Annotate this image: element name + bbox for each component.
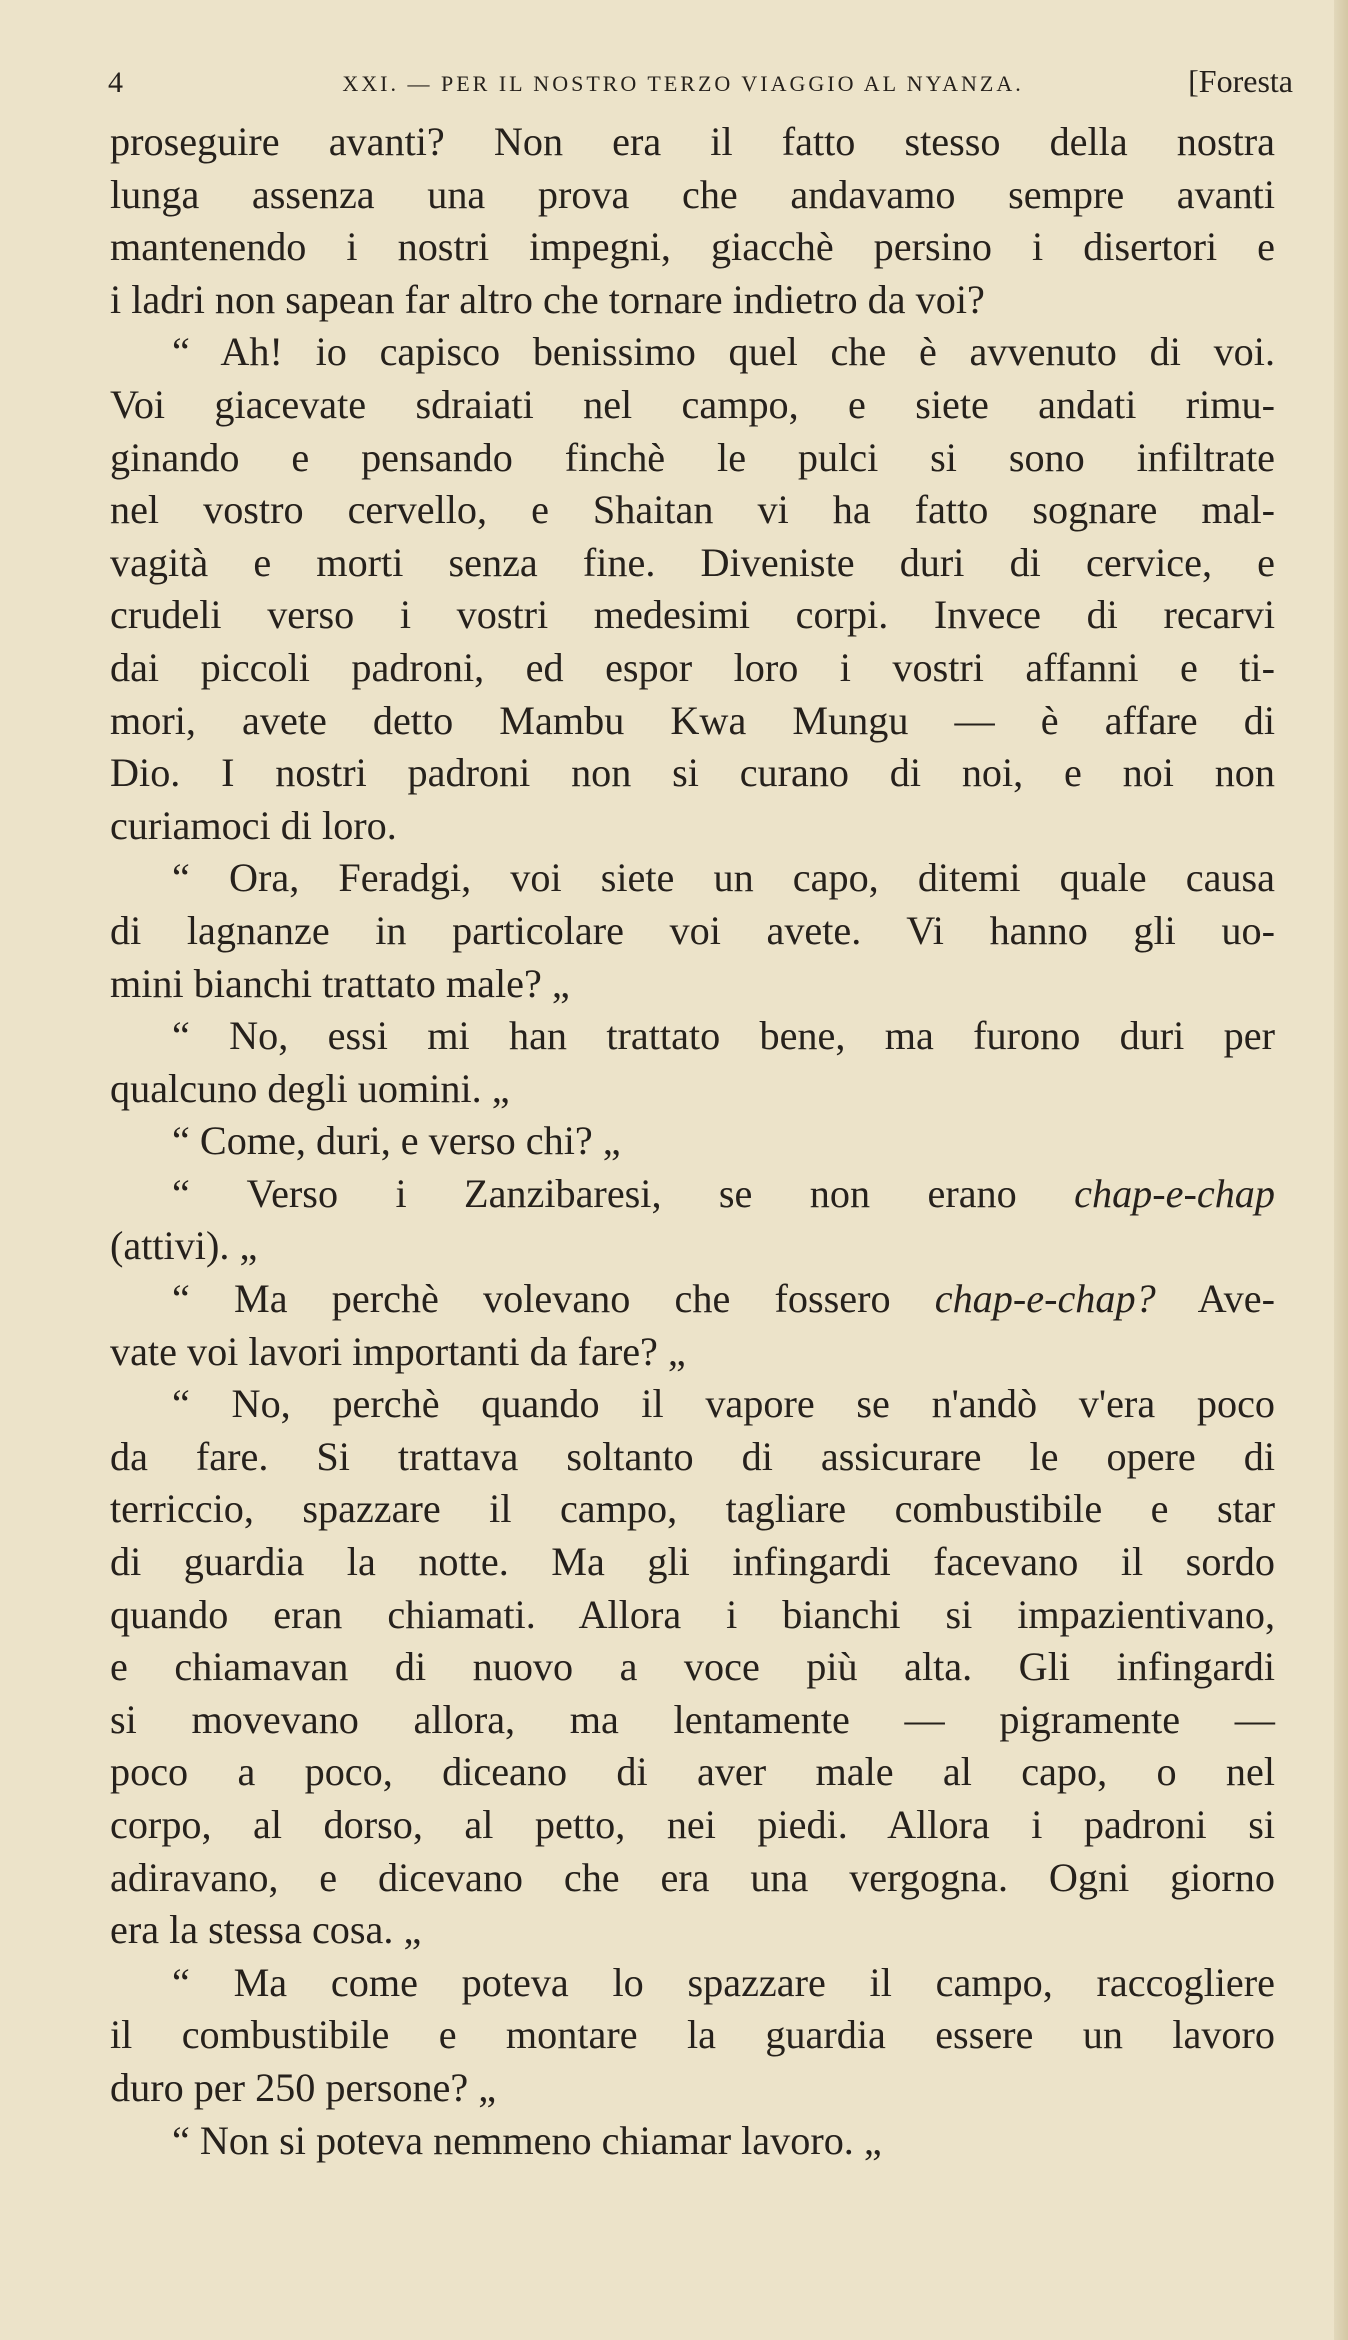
body-text — [110, 116, 1275, 2167]
text-line: quando eran chiamati. Allora i bianchi si impazientivano, — [110, 1591, 1275, 1637]
italic-term: chap-e-chap? — [934, 1276, 1156, 1322]
text-line: crudeli verso i vostri medesimi corpi. Invece di recarvi — [110, 592, 1275, 638]
text-line: curiamoci di loro. — [110, 802, 397, 848]
text-line: “ Come, duri, e verso chi? „ — [172, 1118, 621, 1164]
text-line: e chiamavan di nuovo a voce più alta. Gli infingardi — [110, 1644, 1275, 1690]
text-line: Dio. I nostri padroni non si curano di noi, e noi non — [110, 750, 1275, 796]
text-line: ginando e pensando finchè le pulci si sono infiltrate — [110, 434, 1275, 480]
text-line: terriccio, spazzare il campo, tagliare combustibile e star — [110, 1486, 1275, 1532]
text-line: “ No, essi mi han trattato bene, ma furono duri per — [172, 1013, 1275, 1059]
text-line: mori, avete detto Mambu Kwa Mungu — è affare di — [110, 697, 1275, 743]
text-line: corpo, al dorso, al petto, nei piedi. Allora i padroni si — [110, 1802, 1275, 1847]
text-segment: Ave- — [1155, 1276, 1275, 1322]
text-line: poco a poco, diceano di aver male al capo, o nel — [110, 1749, 1275, 1795]
text-line: Voi giacevate sdraiati nel campo, e siete andati rimu- — [110, 381, 1275, 427]
text-line: dai piccoli padroni, ed espor loro i vostri affanni e ti- — [110, 644, 1275, 690]
text-line: nel vostro cervello, e Shaitan vi ha fatto sognare mal- — [110, 487, 1275, 533]
text-line — [110, 1273, 1275, 1326]
text-line: lunga assenza una prova che andavamo sempre avanti — [110, 171, 1275, 217]
text-line: vagità e morti senza fine. Diveniste duri di cervice, e — [110, 539, 1275, 585]
section-marker: [Foresta — [1188, 63, 1293, 99]
text-line: “ Ora, Feradgi, voi siete un capo, ditemi quale causa — [172, 855, 1275, 901]
text-line: di guardia la notte. Ma gli infingardi facevano il sordo — [110, 1539, 1275, 1585]
text-line — [110, 1168, 1275, 1221]
text-line: “ Ma come poteva lo spazzare il campo, raccogliere — [172, 1959, 1275, 2005]
text-line: “ No, perchè quando il vapore se n'andò v'era poco — [172, 1381, 1275, 1427]
text-line: vate voi lavori importanti da fare? „ — [110, 1328, 686, 1374]
text-line: qualcuno degli uomini. „ — [110, 1065, 510, 1111]
text-line: era la stessa cosa. „ — [110, 1907, 422, 1953]
text-line: (attivi). „ — [110, 1223, 258, 1269]
text-line: i ladri non sapean far altro che tornare indietro da voi? — [110, 276, 985, 322]
text-line: “ Ah! io capisco benissimo quel che è avvenuto di voi. — [172, 329, 1275, 375]
text-line: mini bianchi trattato male? „ — [110, 960, 570, 1006]
text-line: “ Non si poteva nemmeno chiamar lavoro. „ — [172, 2117, 882, 2163]
text-segment: “ Ma perchè volevano che fossero — [172, 1276, 935, 1322]
page-number: 4 — [108, 66, 123, 99]
text-line: duro per 250 persone? „ — [110, 2064, 497, 2110]
italic-term: chap-e-chap — [1074, 1170, 1275, 1216]
text-line: adiravano, e dicevano che era una vergogna. Ogni giorno — [110, 1854, 1275, 1900]
text-line: si movevano allora, ma lentamente — pigramente — — [110, 1696, 1275, 1742]
text-line: il combustibile e montare la guardia essere un lavoro — [110, 2012, 1275, 2058]
running-header — [108, 40, 1293, 100]
page-edge — [1334, 0, 1348, 2340]
text-line: da fare. Si trattava soltanto di assicurare le opere di — [110, 1433, 1275, 1479]
running-title: XXI. — PER IL NOSTRO TERZO VIAGGIO AL NYANZA. — [342, 71, 1024, 96]
text-line: mantenendo i nostri impegni, giacchè persino i disertori e — [110, 224, 1275, 270]
text-segment: “ Verso i Zanzibaresi, se non erano — [172, 1170, 1075, 1216]
text-line: proseguire avanti? Non era il fatto stesso della nostra — [110, 119, 1275, 164]
text-line: di lagnanze in particolare voi avete. Vi hanno gli uo- — [110, 907, 1275, 953]
